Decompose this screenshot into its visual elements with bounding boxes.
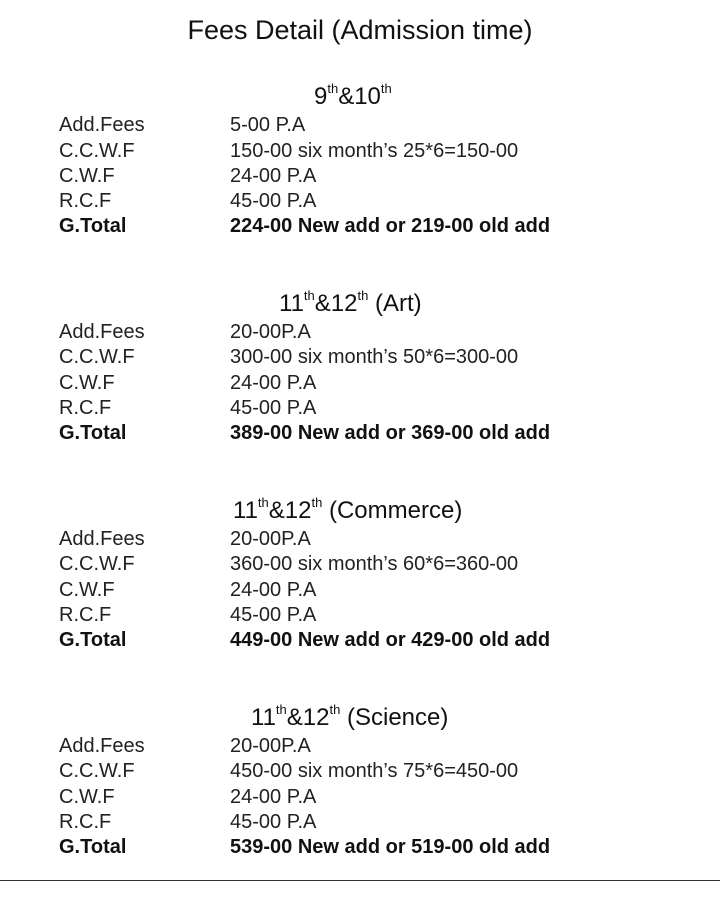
heading-class-b: &10 [338,83,381,110]
fee-label: G.Total [59,422,127,444]
fee-label: Add.Fees [59,114,145,136]
fee-row-ccwf [0,344,720,370]
fee-value: 539-00 New add or 519-00 old add [230,836,551,858]
fee-label: R.C.F [59,190,112,212]
section-heading [0,494,720,528]
fee-value: 45-00 P.A [230,604,317,626]
fee-label: R.C.F [59,811,112,833]
fee-value: 24-00 P.A [230,786,317,808]
fee-value: 20-00P.A [230,321,311,343]
bottom-divider [0,880,720,881]
page-title [0,12,720,48]
fee-value: 24-00 P.A [230,165,317,187]
heading-class-a: 11 [279,290,304,317]
fee-value: 389-00 New add or 369-00 old add [230,422,551,444]
fee-label: G.Total [59,215,127,237]
fee-value: 150-00 six month’s 25*6=150-00 [230,140,519,162]
fee-value: 20-00P.A [230,528,311,550]
fee-value: 450-00 six month’s 75*6=450-00 [230,760,519,782]
fee-row-grand-total [0,420,720,446]
heading-sup-a: th [275,702,287,717]
fee-value: 45-00 P.A [230,397,317,419]
fee-label: G.Total [59,836,127,858]
fee-label: R.C.F [59,604,112,626]
heading-class-b: &12 [268,497,312,524]
fee-value: 360-00 six month’s 60*6=360-00 [230,553,519,575]
heading-class-b: &12 [286,704,330,731]
heading-sup-a: th [303,288,315,303]
fee-value: 224-00 New add or 219-00 old add [230,215,551,237]
fee-row-rcf [0,602,720,628]
heading-sup-b: th [311,495,323,510]
heading-class-a: 11 [251,704,276,731]
fee-row-add-fees [0,319,720,345]
fee-row-cwf [0,577,720,603]
fee-row-ccwf [0,551,720,577]
fee-label: G.Total [59,629,127,651]
section-heading [0,701,720,735]
fee-row-ccwf [0,138,720,164]
fee-value: 300-00 six month’s 50*6=300-00 [230,346,519,368]
fee-label: Add.Fees [59,321,145,343]
heading-stream: (Commerce) [322,497,463,524]
fee-row-grand-total [0,213,720,239]
fee-row-ccwf [0,758,720,784]
fee-row-rcf [0,809,720,835]
fee-value: 24-00 P.A [230,372,317,394]
fee-row-add-fees [0,526,720,552]
fee-value: 24-00 P.A [230,579,317,601]
heading-sup-b: th [329,702,341,717]
section-heading [0,80,720,114]
fee-label: C.C.W.F [59,760,135,782]
fee-label: C.C.W.F [59,140,135,162]
fee-value: 45-00 P.A [230,190,317,212]
fee-label: C.W.F [59,165,115,187]
heading-class-b: &12 [314,290,358,317]
fee-value: 449-00 New add or 429-00 old add [230,629,551,651]
fee-label: C.W.F [59,786,115,808]
fee-row-cwf [0,370,720,396]
fee-value: 45-00 P.A [230,811,317,833]
fee-label: C.C.W.F [59,346,135,368]
fee-row-grand-total [0,627,720,653]
heading-class-a: 11 [233,497,258,524]
fee-row-cwf [0,163,720,189]
heading-sup-a: th [257,495,269,510]
heading-sup-b: th [380,81,392,96]
fee-row-cwf [0,784,720,810]
fee-label: C.W.F [59,579,115,601]
section-heading [0,287,720,321]
fee-row-rcf [0,188,720,214]
fee-label: C.W.F [59,372,115,394]
heading-stream: (Science) [340,704,449,731]
fee-value: 5-00 P.A [230,114,306,136]
fee-label: C.C.W.F [59,553,135,575]
heading-sup-b: th [357,288,369,303]
page-title-text: Fees Detail (Admission time) [187,15,533,45]
fee-label: Add.Fees [59,528,145,550]
fee-label: Add.Fees [59,735,145,757]
fee-value: 20-00P.A [230,735,311,757]
fee-row-add-fees [0,112,720,138]
heading-class-a: 9 [314,83,328,110]
fee-row-add-fees [0,733,720,759]
fee-label: R.C.F [59,397,112,419]
fee-row-grand-total [0,834,720,860]
heading-sup-a: th [327,81,339,96]
fee-row-rcf [0,395,720,421]
heading-stream: (Art) [368,290,422,317]
